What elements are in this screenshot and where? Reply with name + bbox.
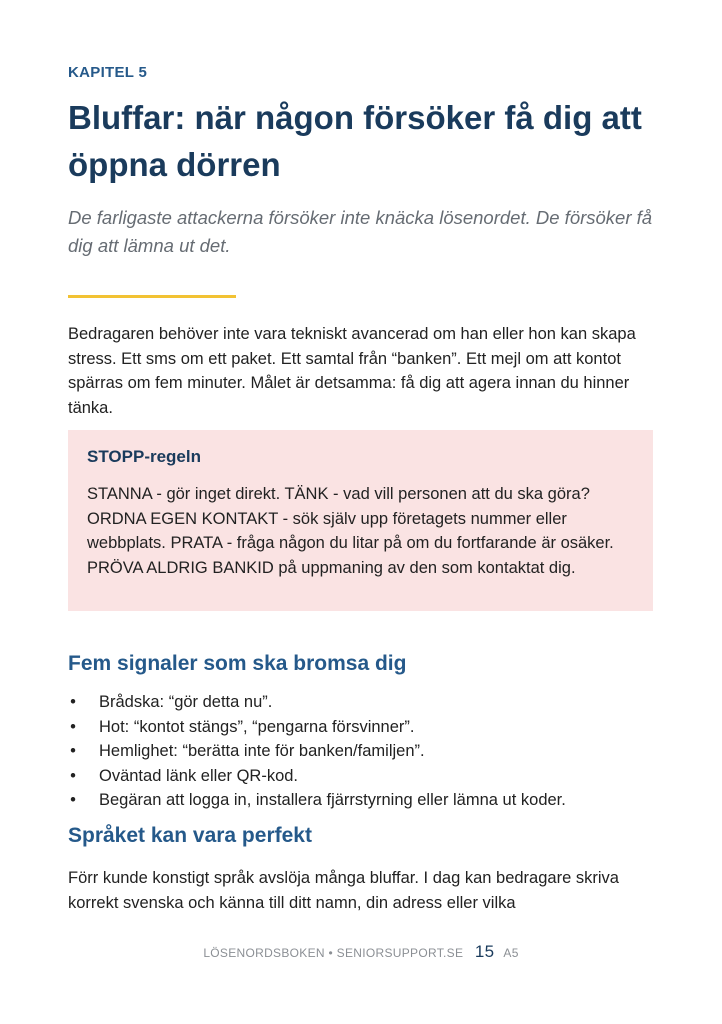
- list-item-text: Begäran att logga in, installera fjärrstyrning eller lämna ut koder.: [99, 791, 566, 809]
- page-format: A5: [503, 946, 519, 960]
- list-item-text: Hemlighet: “berätta inte för banken/familjen”.: [99, 742, 425, 760]
- bullet-icon: •: [70, 693, 76, 711]
- accent-divider: [68, 295, 236, 298]
- callout-body: STANNA - gör inget direkt. TÄNK - vad vill personen att du ska göra? ORDNA EGEN KONTAKT - sök själv upp företagets nummer eller webbplats. PRATA - fråga någon du litar på om du fortfarande är osäker. PRÖVA ALDRIG BANKID på uppmaning av den som kontaktat dig.: [87, 485, 614, 577]
- list-item: [68, 739, 654, 764]
- bullet-icon: •: [70, 766, 76, 785]
- stopp-callout-box: [68, 430, 653, 611]
- running-title: LÖSENORDSBOKEN • SENIORSUPPORT.SE: [203, 946, 464, 960]
- language-paragraph: Förr kunde konstigt språk avslöja många bluffar. I dag kan bedragare skriva korrekt svenska och känna till ditt namn, din adress eller vilka: [68, 869, 619, 912]
- list-item: [68, 788, 654, 813]
- section-heading-language: Språket kan vara perfekt: [68, 824, 312, 847]
- bullet-icon: •: [70, 791, 76, 809]
- list-item-text: Oväntad länk eller QR-kod.: [99, 766, 299, 785]
- chapter-label: KAPITEL 5: [68, 64, 148, 81]
- list-item: [68, 715, 654, 740]
- section-heading-signals: Fem signaler som ska bromsa dig: [68, 652, 407, 675]
- bullet-icon: •: [70, 742, 76, 760]
- list-item: [68, 690, 654, 715]
- chapter-lede: De farligaste attackerna försöker inte knäcka lösenordet. De försöker få dig att lämna ut det.: [68, 207, 653, 256]
- list-item-text: Hot: “kontot stängs”, “pengarna försvinner”.: [99, 717, 415, 736]
- intro-paragraph: Bedragaren behöver inte vara tekniskt avancerad om han eller hon kan skapa stress. Ett sms om ett paket. Ett samtal från “banken”. Ett mejl om att kontot spärras om fem minuter. Målet är detsamma: få dig att agera innan du hinner tänka.: [68, 325, 636, 417]
- page-number: 15: [474, 942, 495, 961]
- bullet-icon: •: [70, 717, 76, 736]
- chapter-title: Bluffar: när någon försöker få dig att öppna dörren: [68, 99, 642, 183]
- page-footer: [0, 942, 722, 962]
- list-item-text: Brådska: “gör detta nu”.: [99, 693, 273, 711]
- signals-list: [68, 690, 654, 813]
- list-item: [68, 764, 654, 789]
- callout-title: STOPP-regeln: [87, 447, 201, 466]
